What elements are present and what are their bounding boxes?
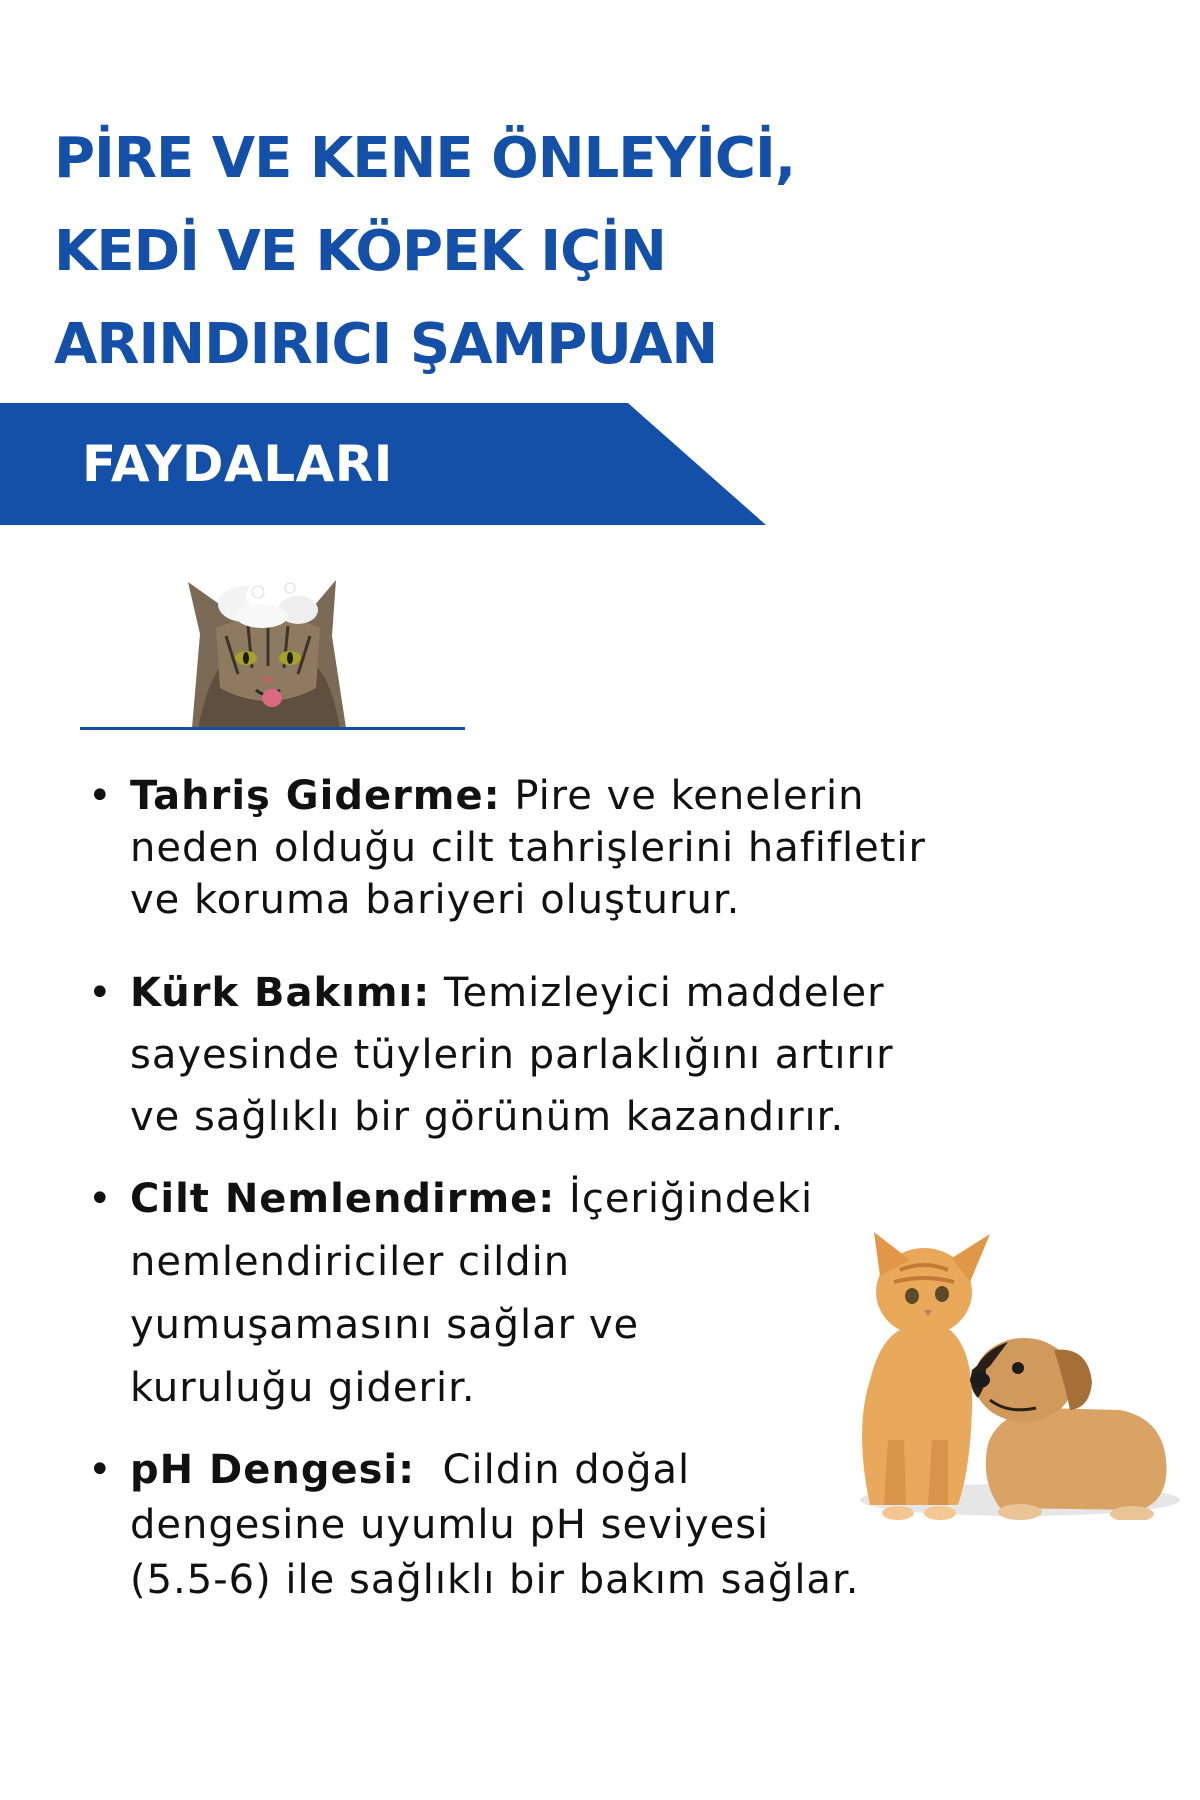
- benefit-text: Pire ve kenelerin: [500, 773, 865, 819]
- benefit-line: yumuşamasını sağlar ve: [130, 1302, 640, 1348]
- benefits-banner: [0, 403, 766, 525]
- bullet-dot: •: [88, 773, 113, 819]
- banner-label: FAYDALARI: [82, 435, 393, 493]
- benefit-item: [88, 770, 1048, 926]
- benefit-first-line: [130, 1168, 1048, 1231]
- benefit-first-line: [130, 770, 1048, 822]
- benefit-item: [88, 962, 1048, 1148]
- benefit-term: Kürk Bakımı:: [130, 970, 431, 1016]
- benefit-first-line: [130, 962, 1048, 1024]
- photo-underline: [80, 727, 465, 730]
- page-title: [54, 112, 795, 391]
- benefit-line: dengesine uyumlu pH seviyesi: [130, 1502, 770, 1548]
- benefit-text: Temizleyici maddeler: [430, 970, 885, 1016]
- benefit-text: İçeriğindeki: [555, 1176, 814, 1222]
- title-line-2: KEDİ VE KÖPEK IÇİN: [54, 219, 666, 284]
- benefit-line: (5.5-6) ile sağlıklı bir bakım sağlar.: [130, 1557, 860, 1603]
- title-line-1: PİRE VE KENE ÖNLEYİCİ,: [54, 126, 796, 191]
- benefit-term: Cilt Nemlendirme:: [130, 1176, 556, 1222]
- title-line-3: ARINDIRICI ŞAMPUAN: [54, 312, 718, 377]
- bullet-dot: •: [88, 1176, 113, 1222]
- kitten-and-puppy-photo: [840, 1230, 1180, 1520]
- benefit-text: Cildin doğal: [415, 1447, 691, 1493]
- foamy-cat-photo: [186, 576, 350, 730]
- benefit-line: nemlendiriciler cildin: [130, 1239, 571, 1285]
- benefit-line: ve koruma bariyeri oluşturur.: [130, 877, 741, 923]
- benefit-line: sayesinde tüylerin parlaklığını artırır: [130, 1032, 894, 1078]
- benefit-line: neden olduğu cilt tahrişlerini hafifletir: [130, 825, 926, 871]
- benefit-line: kuruluğu giderir.: [130, 1365, 476, 1411]
- bullet-dot: •: [88, 1447, 113, 1493]
- benefit-term: Tahriş Giderme:: [130, 773, 501, 819]
- benefit-term: pH Dengesi:: [130, 1447, 416, 1493]
- bullet-dot: •: [88, 970, 113, 1016]
- benefit-line: ve sağlıklı bir görünüm kazandırır.: [130, 1094, 845, 1140]
